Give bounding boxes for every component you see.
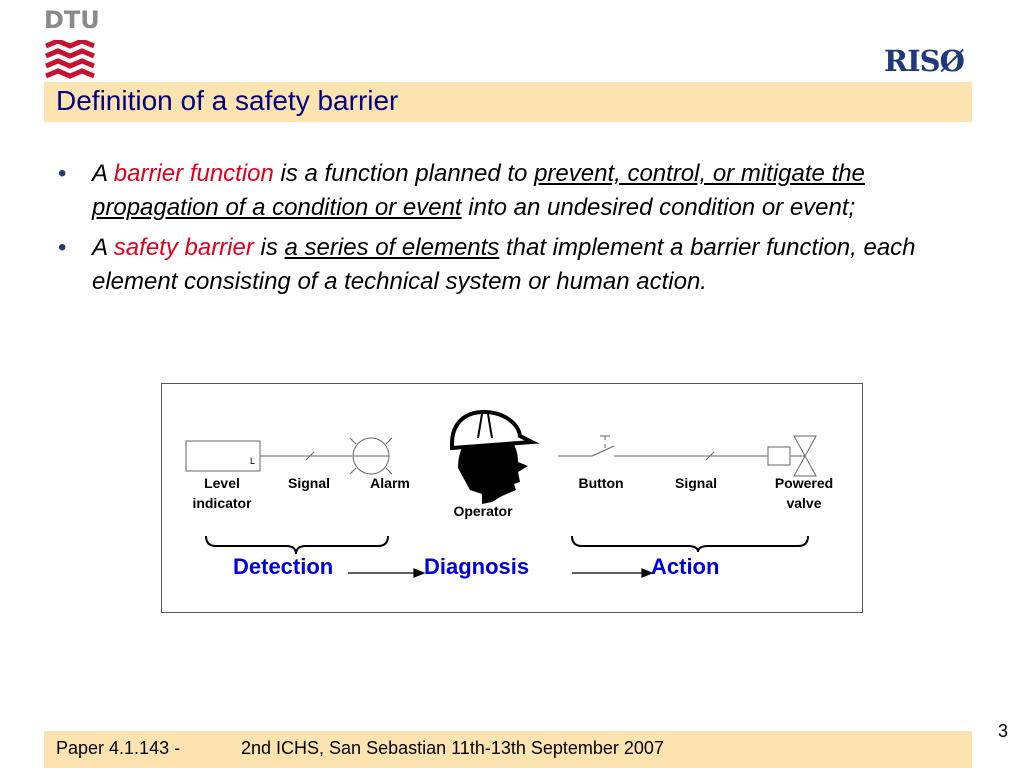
footer-band xyxy=(44,731,972,768)
footer-paper-id: Paper 4.1.143 - xyxy=(56,738,181,758)
level-indicator-mark: L xyxy=(250,456,256,466)
title-band xyxy=(44,82,972,122)
operator-head-icon xyxy=(452,412,532,504)
button-label: Button xyxy=(578,475,624,491)
underlined-phrase: prevent, control, or mitigate the propagation of a condition or event xyxy=(92,160,865,221)
signal-right-label: Signal xyxy=(674,475,717,491)
bullet-list xyxy=(52,157,972,305)
dtu-waves-icon xyxy=(44,40,96,82)
operator-label: Operator xyxy=(453,503,513,519)
barrier-diagram xyxy=(161,383,863,613)
valve-actuator xyxy=(768,447,790,465)
riso-logo: RISØ xyxy=(884,44,964,78)
dtu-logo xyxy=(40,6,100,78)
brace-detection xyxy=(206,536,388,554)
bullet-text: A xyxy=(92,160,114,187)
powered-valve-label: Powered valve xyxy=(774,475,834,511)
phase-detection: Detection xyxy=(233,554,334,579)
bullet-text: is a function planned to xyxy=(273,160,535,187)
bullet-barrier-function xyxy=(52,157,972,225)
underlined-phrase: a series of elements xyxy=(284,234,500,261)
brace-action xyxy=(572,536,808,552)
phase-action: Action xyxy=(651,554,720,579)
page-number: 3 xyxy=(998,721,1009,741)
level-indicator-box xyxy=(186,441,260,471)
alarm-label: Alarm xyxy=(370,475,410,491)
term-barrier-function: barrier function xyxy=(113,160,274,187)
bullet-dot: • xyxy=(58,160,67,187)
bullet-text: is xyxy=(253,234,285,261)
bullet-text: into an undesired condition or event; xyxy=(461,194,856,221)
footer-conference: 2nd ICHS, San Sebastian 11th-13th September 2007 xyxy=(241,738,664,758)
dtu-logo-text: DTU xyxy=(44,6,100,34)
bullet-safety-barrier xyxy=(52,231,972,299)
phase-diagnosis: Diagnosis xyxy=(424,554,530,579)
signal-left-label: Signal xyxy=(287,475,330,491)
bullet-text: A xyxy=(92,234,114,261)
term-safety-barrier: safety barrier xyxy=(113,234,254,261)
bullet-text: that implement a barrier function, each element consisting of a technical system or human action. xyxy=(92,234,916,295)
bullet-dot: • xyxy=(58,234,67,261)
level-indicator-label: Level indicator xyxy=(192,475,252,511)
slide-title: Definition of a safety barrier xyxy=(56,85,399,116)
